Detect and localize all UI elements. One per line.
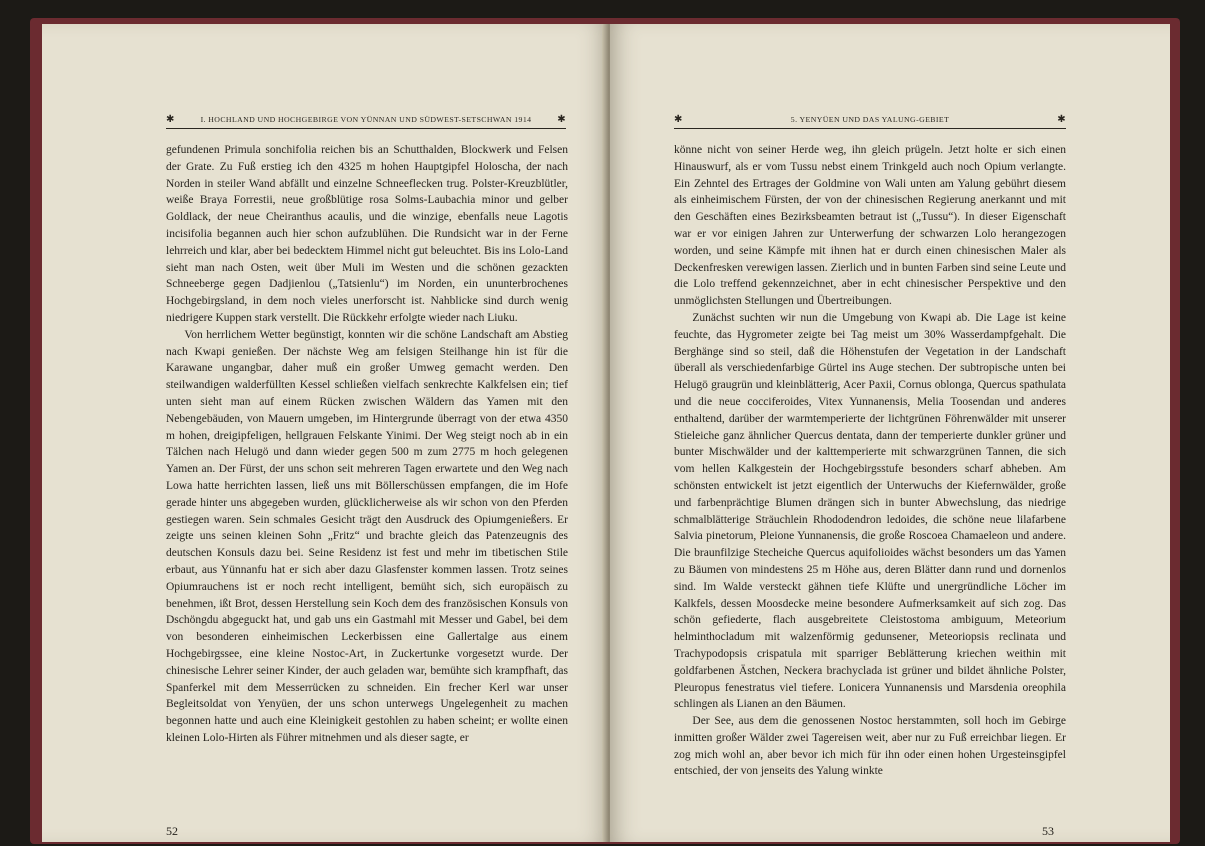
left-running-header (166, 112, 566, 129)
left-body-text (166, 142, 568, 747)
paragraph: Von herrlichem Wetter begünstigt, konnten wir die schöne Landschaft am Abstieg nach Kwapi genießen. Der nächste Weg am felsigen Steilhange hin ist für die Karawane ungangbar, daher muß ein großer Umweg gemacht werden. Den steilwandigen walderfüllten Kessel schließen vielfach senkrechte Kalkfelsen ein; tief unten sieht man auf einem Rücken zwischen Wäldern das Yamen mit den Nebengebäuden, von Mauern umgeben, im Hintergrunde überragt von der etwa 4350 m hohen, dreigipfeligen, hellgrauen Felskante Yinimi. Der Weg steigt noch ab in ein Tälchen nach Helugö und dann wieder gegen 500 m zum 2775 m hoch gelegenen Yamen an. Der Fürst, der uns schon seit mehreren Tagen erwartete und den Weg nach Lowa hatte herrichten lassen, ließ uns mit Böllerschüssen empfangen, die im Hofe gerade hinter uns abgegeben wurden, glücklicherweise als wir schon von den Pferden gestiegen waren. Sein schmales Gesicht trägt den Ausdruck des Opiumgenießers. Er zeigte uns seinen kleinen Sohn „Fritz“ und brachte gleich das Patenzeugnis des deutschen Konsuls dazu bei. Seine Residenz ist fest und mehr im tibetischen Stile erbaut, aus Yünnanfu hat er sich aber dazu Glasfenster kommen lassen. Trotz seines Opiumrauchens ist er noch recht intelligent, bemüht sich, sich europäisch zu benehmen, ißt Brot, dessen Herstellung sein Koch dem des französischen Konsuls von Dschöngdu abgeguckt hat, und gab uns ein Gastmahl mit Messer und Gabel, bei dem von besonderen einheimischen Leckerbissen eine Gallertalge aus einem Hochgebirgssee, eine kleine Nostoc-Art, in Zuckertunke vorgesetzt wurde. Der chinesische Lehrer seiner Kinder, der auch geladen war, bemühte sich krampfhaft, das Spanferkel mit dem Messerrücken zu schneiden. Ein frecher Kerl war unser Begleitsoldat von Yenyüen, der uns schon unterwegs Ungelegenheit zu machen begonnen hatte und auch eine Kleinigkeit gestohlen zu haben scheint; er wollte einen kleinen Lolo-Hirten als Führer mitnehmen und als dieser sagte, er (166, 328, 568, 744)
paragraph: gefundenen Primula sonchifolia reichen bis an Schutthalden, Blockwerk und Felsen der Grate. Zu Fuß erstieg ich den 4325 m hohen Hauptgipfel Holoscha, der nach Norden in steiler Wand abfällt und einzelne Schneeflecken trug. Polster-Kreuzblütler, weiße Braya Forrestii, neue großblütige rosa Solms-Laubachia minor und gelber Goldlack, der neue Cheiranthus acaulis, und die winzige, ebenfalls neue Lagotis incisifolia begannen auch hier schon aufzublühen. Die Rundsicht war in der Ferne lehrreich und klar, aber bei bedecktem Himmel nicht gut beleuchtet. Bis ins Lolo-Land sieht man nach Osten, weit über Muli im Westen und die schönen gezackten Schneeberge gegen Dadjienlou („Tatsienlu“) im Norden, ein ununterbrochenes Hochgebirgsland, in dem noch vieles unerforscht ist. Nahblicke sind durch wenig niedrigere Kuppen stark verstellt. Die Rückkehr erfolgte wieder nach Liuku. (166, 144, 568, 324)
paragraph: Der See, aus dem die genossenen Nostoc herstammten, soll hoch im Gebirge inmitten großer Wälder zwei Tagereisen weit, aber nur zu Fuß erreichbar liegen. Er zog mich wohl an, aber bevor ich mich für ihn oder einen hohen Urgesteinsgipfel entschied, der von jenseits des Yalung winkte (674, 715, 1066, 778)
asterisk-ornament-icon: ✱ (166, 113, 175, 125)
asterisk-ornament-icon: ✱ (1057, 113, 1066, 125)
left-page (42, 24, 608, 842)
right-running-header (674, 112, 1066, 129)
paragraph: Zunächst suchten wir nun die Umgebung von Kwapi ab. Die Lage ist keine feuchte, das Hygrometer zeigte bei Tag meist um 30% Wasserdampfgehalt. Die Berghänge sind so steil, daß die Höhenstufen der Vegetation in der Landschaft überall als verschiedenfarbige Gürtel ins Auge stechen. Der subtropische unten bei Helugö graugrün und kleinblätterig, Acer Paxii, Cornus oblonga, Quercus spathulata und die neue cocciferoides, Vitex Yunnanensis, Melia Toosendan und anderes enthaltend, darüber der warmtemperierte der lichtgrünen Föhrenwälder mit unserer Stieleiche ganz ähnlicher Quercus dentata, dann der temperierte dunkler grüner und bunter Mischwälder und der kalttemperierte mit schwarzgrünen Tannen, die sich vom hellen Kalkgestein der Hochgebirgsstufe besonders scharf abheben. Am schönsten entwickelt ist jetzt eigentlich der Unterwuchs der Kiefernwälder, große und farbenprächtige Blumen drängen sich in bunter Abwechslung, das niedrige schmalblätterige Sträuchlein Rhododendron ledoides, die schöne neue lilafarbene Salvia pinetorum, Pleione Yunnanensis, die große Roscoea Chamaeleon und andere. Die braunfilzige Stecheiche Quercus aquifolioides wächst besonders um das Yamen zu Bäumen von mindestens 25 m Höhe aus, deren Blätter dann rund und dornenlos sind. Im Walde versteckt gähnen tiefe Klüfte und unergründliche Löcher im Kalkfels, dessen Moosdecke meine besondere Aufmerksamkeit auf sich zog. Das schön gefiederte, flach ausgebreitete Cleistostoma ambiguum, Meteorium helminthocladum mit walzenförmig gedunsener, Meteoriopsis reclinata und Trachypodopsis crispatula mit sparriger Beblätterung kriechen weithin mit goldfarbenen Ästchen, Neckera brachyclada ist grüner und bildet ähnliche Polster, Pleuropus fenestratus viel tiefere. Lonicera Yunnanensis und Marsdenia oreophila schlingen als Lianen an den Bäumen. (674, 311, 1066, 711)
page-number: 53 (1042, 824, 1054, 838)
right-page (610, 24, 1170, 842)
paragraph: könne nicht von seiner Herde weg, ihn gleich prügeln. Jetzt holte er sich einen Hinauswurf, als er vom Tussu nebst einem Trinkgeld auch noch Opium verlangte. Ein Zehntel des Ertrages der Goldmine von Wali unten am Yalung gebührt diesem als einheimischem Fürsten, der von der chinesischen Regierung anerkannt und mit den Geschäften eines Bezirksbeamten betraut ist („Tussu“). In dieser Eigenschaft war er vor einigen Jahren zur Unterwerfung der schwarzen Lolo herangezogen worden, und seine Kämpfe mit ihnen hat er durch einen chinesischen Maler als Deckenfresken verewigen lassen. Zierlich und in bunten Farben sind seine Leute und die Lolo treffend gekennzeichnet, aber in echt chinesischer Perspektive und den unmöglichsten Stellungen und Übertreibungen. (674, 144, 1066, 308)
left-header-title: I. HOCHLAND UND HOCHGEBIRGE VON YÜNNAN UND SÜDWEST-SETSCHWAN 1914 (200, 114, 532, 124)
right-body-text (674, 142, 1066, 780)
asterisk-ornament-icon: ✱ (557, 113, 566, 125)
page-number: 52 (166, 824, 178, 838)
asterisk-ornament-icon: ✱ (674, 113, 683, 125)
right-header-title: 5. YENYÜEN UND DAS YALUNG-GEBIET (790, 114, 950, 124)
